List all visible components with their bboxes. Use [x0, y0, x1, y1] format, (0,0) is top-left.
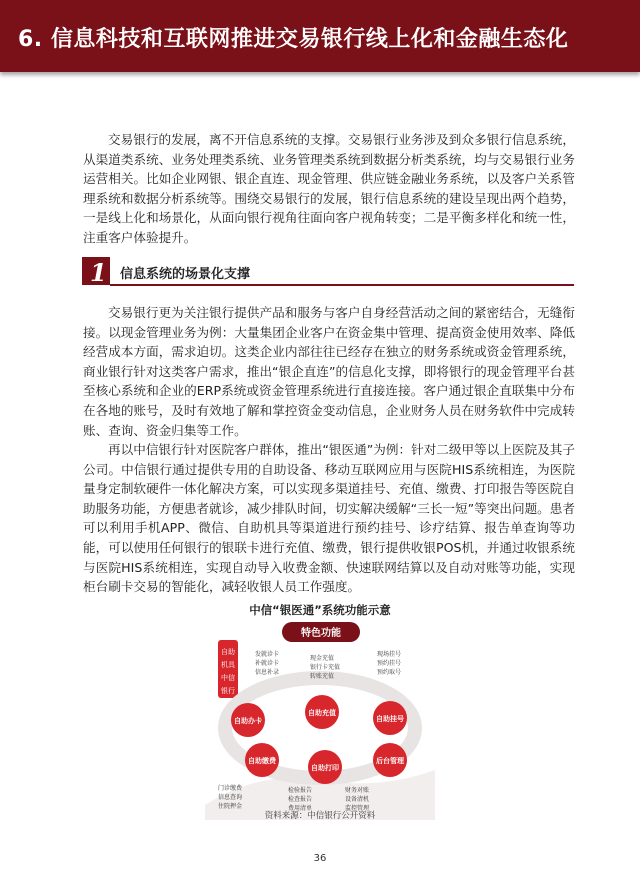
section-title: 信息系统的场景化支撑	[120, 267, 251, 282]
section-heading	[82, 257, 574, 291]
feature-backend-3: 监控管理	[345, 805, 370, 812]
page-header	[0, 0, 640, 72]
feature-print-3: 费用清单	[288, 805, 313, 812]
node-recharge-label: 自助充值	[308, 709, 336, 717]
node-print-label: 自助打印	[311, 764, 339, 772]
node-card-label: 自助办卡	[234, 717, 262, 725]
feature-backend-1: 财务对账	[345, 787, 370, 794]
feature-register-2: 预约挂号	[377, 660, 402, 667]
node-backend-label: 后台管理	[376, 757, 404, 765]
feature-card-1: 发就诊卡	[255, 651, 280, 658]
node-register-label: 自助挂号	[376, 715, 404, 723]
bank-label-3: 中信	[221, 674, 235, 682]
node-payment-label: 自助缴费	[248, 757, 276, 765]
bank-label-2: 机具	[221, 661, 235, 669]
feature-payment-1: 门诊缴费	[218, 785, 243, 792]
yinyitong-diagram	[200, 620, 440, 825]
section-rule	[110, 284, 574, 286]
body-paragraph-1: 交易银行更为关注银行提供产品和服务与客户自身经营活动之间的紧密结合，无缝衔接。以现金管理业务为例：大量集团企业客户在资金集中管理、提高资金使用效率、降低经营成本方面，需求迫切。这类企业内部往往已经存在独立的财务系统或资金管理系统，商业银行针对这类客户需求，推出“银企直连”的信息化支撑，即将银行的现金管理平台甚至核心系统和企业的ERP系统或资金管理系统进行直接连接。客户通过银企直联集中分布在各地的账号，及时有效地了解和掌控资金变动信息，企业财务人员在财务软件中完成转账、查询、资金归集等工作。	[83, 305, 575, 438]
page-title: 6. 信息科技和互联网推进交易银行线上化和金融生态化	[18, 27, 569, 52]
feature-print-2: 检查报告	[288, 796, 313, 803]
feature-badge-label: 特色功能	[301, 628, 341, 639]
bank-label-4: 银行	[221, 687, 235, 695]
feature-print-1: 检验报告	[288, 787, 313, 794]
feature-payment-3: 住院押金	[218, 803, 243, 810]
feature-recharge-2: 银行卡充值	[310, 664, 341, 671]
feature-card-2: 补就诊卡	[255, 660, 280, 667]
bank-label-1: 自助	[221, 648, 235, 656]
feature-recharge-3: 转账充值	[310, 673, 335, 680]
intro-paragraph: 交易银行的发展，离不开信息系统的支撑。交易银行业务涉及到众多银行信息系统，从渠道类系统、业务处理类系统、业务管理类系统到数据分析类系统，均与交易银行业务运营相关。比如企业网银、银企直连、现金管理、供应链金融业务系统，以及客户关系管理系统和数据分析系统等。围绕交易银行的发展，银行信息系统的建设呈现出两个趋势，一是线上化和场景化，从面向银行视角往面向客户视角转变；二是平衡多样化和统一性，注重客户体验提升。	[83, 132, 575, 245]
figure-source: 资料来源：中信银行公开资料	[264, 811, 376, 821]
page-number: 36	[313, 853, 327, 864]
feature-recharge-1: 现金充值	[310, 655, 335, 662]
feature-register-3: 预约取号	[377, 669, 402, 676]
feature-payment-2: 信息查询	[218, 794, 243, 801]
feature-card-3: 信息补录	[255, 669, 280, 676]
feature-register-1: 现场挂号	[377, 651, 402, 658]
body-paragraph-2: 再以中信银行针对医院客户群体，推出“银医通”为例：针对二级甲等以上医院及其子公司。中信银行通过提供专用的自助设备、移动互联网应用与医院HIS系统相连，为医院量身定制软硬件一体化解决方案，可以实现多渠道挂号、充值、缴费、打印报告等医院自助服务功能，方便患者就诊，减少排队时间，切实解决缓解“三长一短”等突出问题。患者可以利用手机APP、微信、自助机具等渠道进行预约挂号、诊疗结算、报告单查询等功能，可以使用任何银行的银联卡进行充值、缴费，银行提供收银POS机，并通过收银系统与医院HIS系统相连，实现自动导入收费金额、快速联网结算以及自动对账等功能，实现柜台刷卡交易的智能化，减轻收银人员工作强度。	[83, 442, 575, 595]
figure-title: 中信“银医通”系统功能示意	[249, 603, 391, 617]
section-number: 1	[90, 258, 107, 287]
section-number-box	[82, 257, 110, 285]
feature-backend-2: 设备清机	[345, 796, 370, 803]
